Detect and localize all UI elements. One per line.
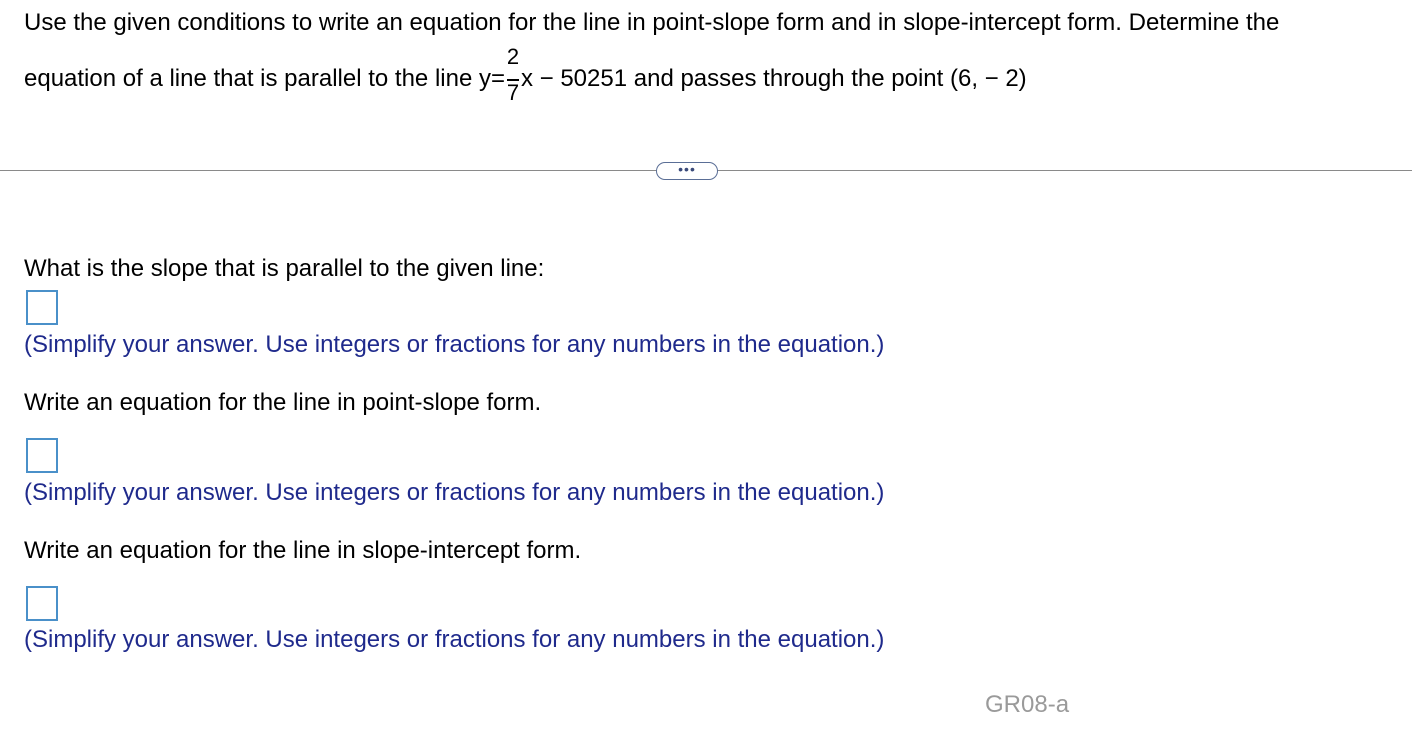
answer-input-slope[interactable]	[26, 290, 58, 325]
question-3-hint: (Simplify your answer. Use integers or fractions for any numbers in the equation.)	[24, 626, 885, 653]
fraction-numerator: 2	[506, 44, 520, 69]
answer-input-slope-intercept[interactable]	[26, 586, 58, 621]
problem-statement-line-2	[24, 44, 1027, 105]
fraction-denominator: 7	[506, 80, 520, 105]
expand-more-button[interactable]: •••	[656, 162, 718, 180]
question-3-prompt: Write an equation for the line in slope-intercept form.	[24, 537, 582, 564]
problem-statement-line-1: Use the given conditions to write an equation for the line in point-slope form and in slope-intercept form. Determine the	[24, 9, 1280, 36]
problem-line-prefix: equation of a line that is parallel to the line y=	[24, 65, 505, 92]
problem-code: GR08-a	[985, 691, 1070, 718]
answer-input-point-slope[interactable]	[26, 438, 58, 473]
question-2-hint: (Simplify your answer. Use integers or fractions for any numbers in the equation.)	[24, 479, 885, 506]
question-1-hint: (Simplify your answer. Use integers or fractions for any numbers in the equation.)	[24, 331, 885, 358]
problem-line-suffix: x − 50251 and passes through the point (6, − 2)	[520, 65, 1027, 92]
question-1-prompt: What is the slope that is parallel to the given line:	[24, 255, 545, 282]
question-2-prompt: Write an equation for the line in point-slope form.	[24, 389, 542, 416]
slope-fraction	[506, 44, 520, 105]
